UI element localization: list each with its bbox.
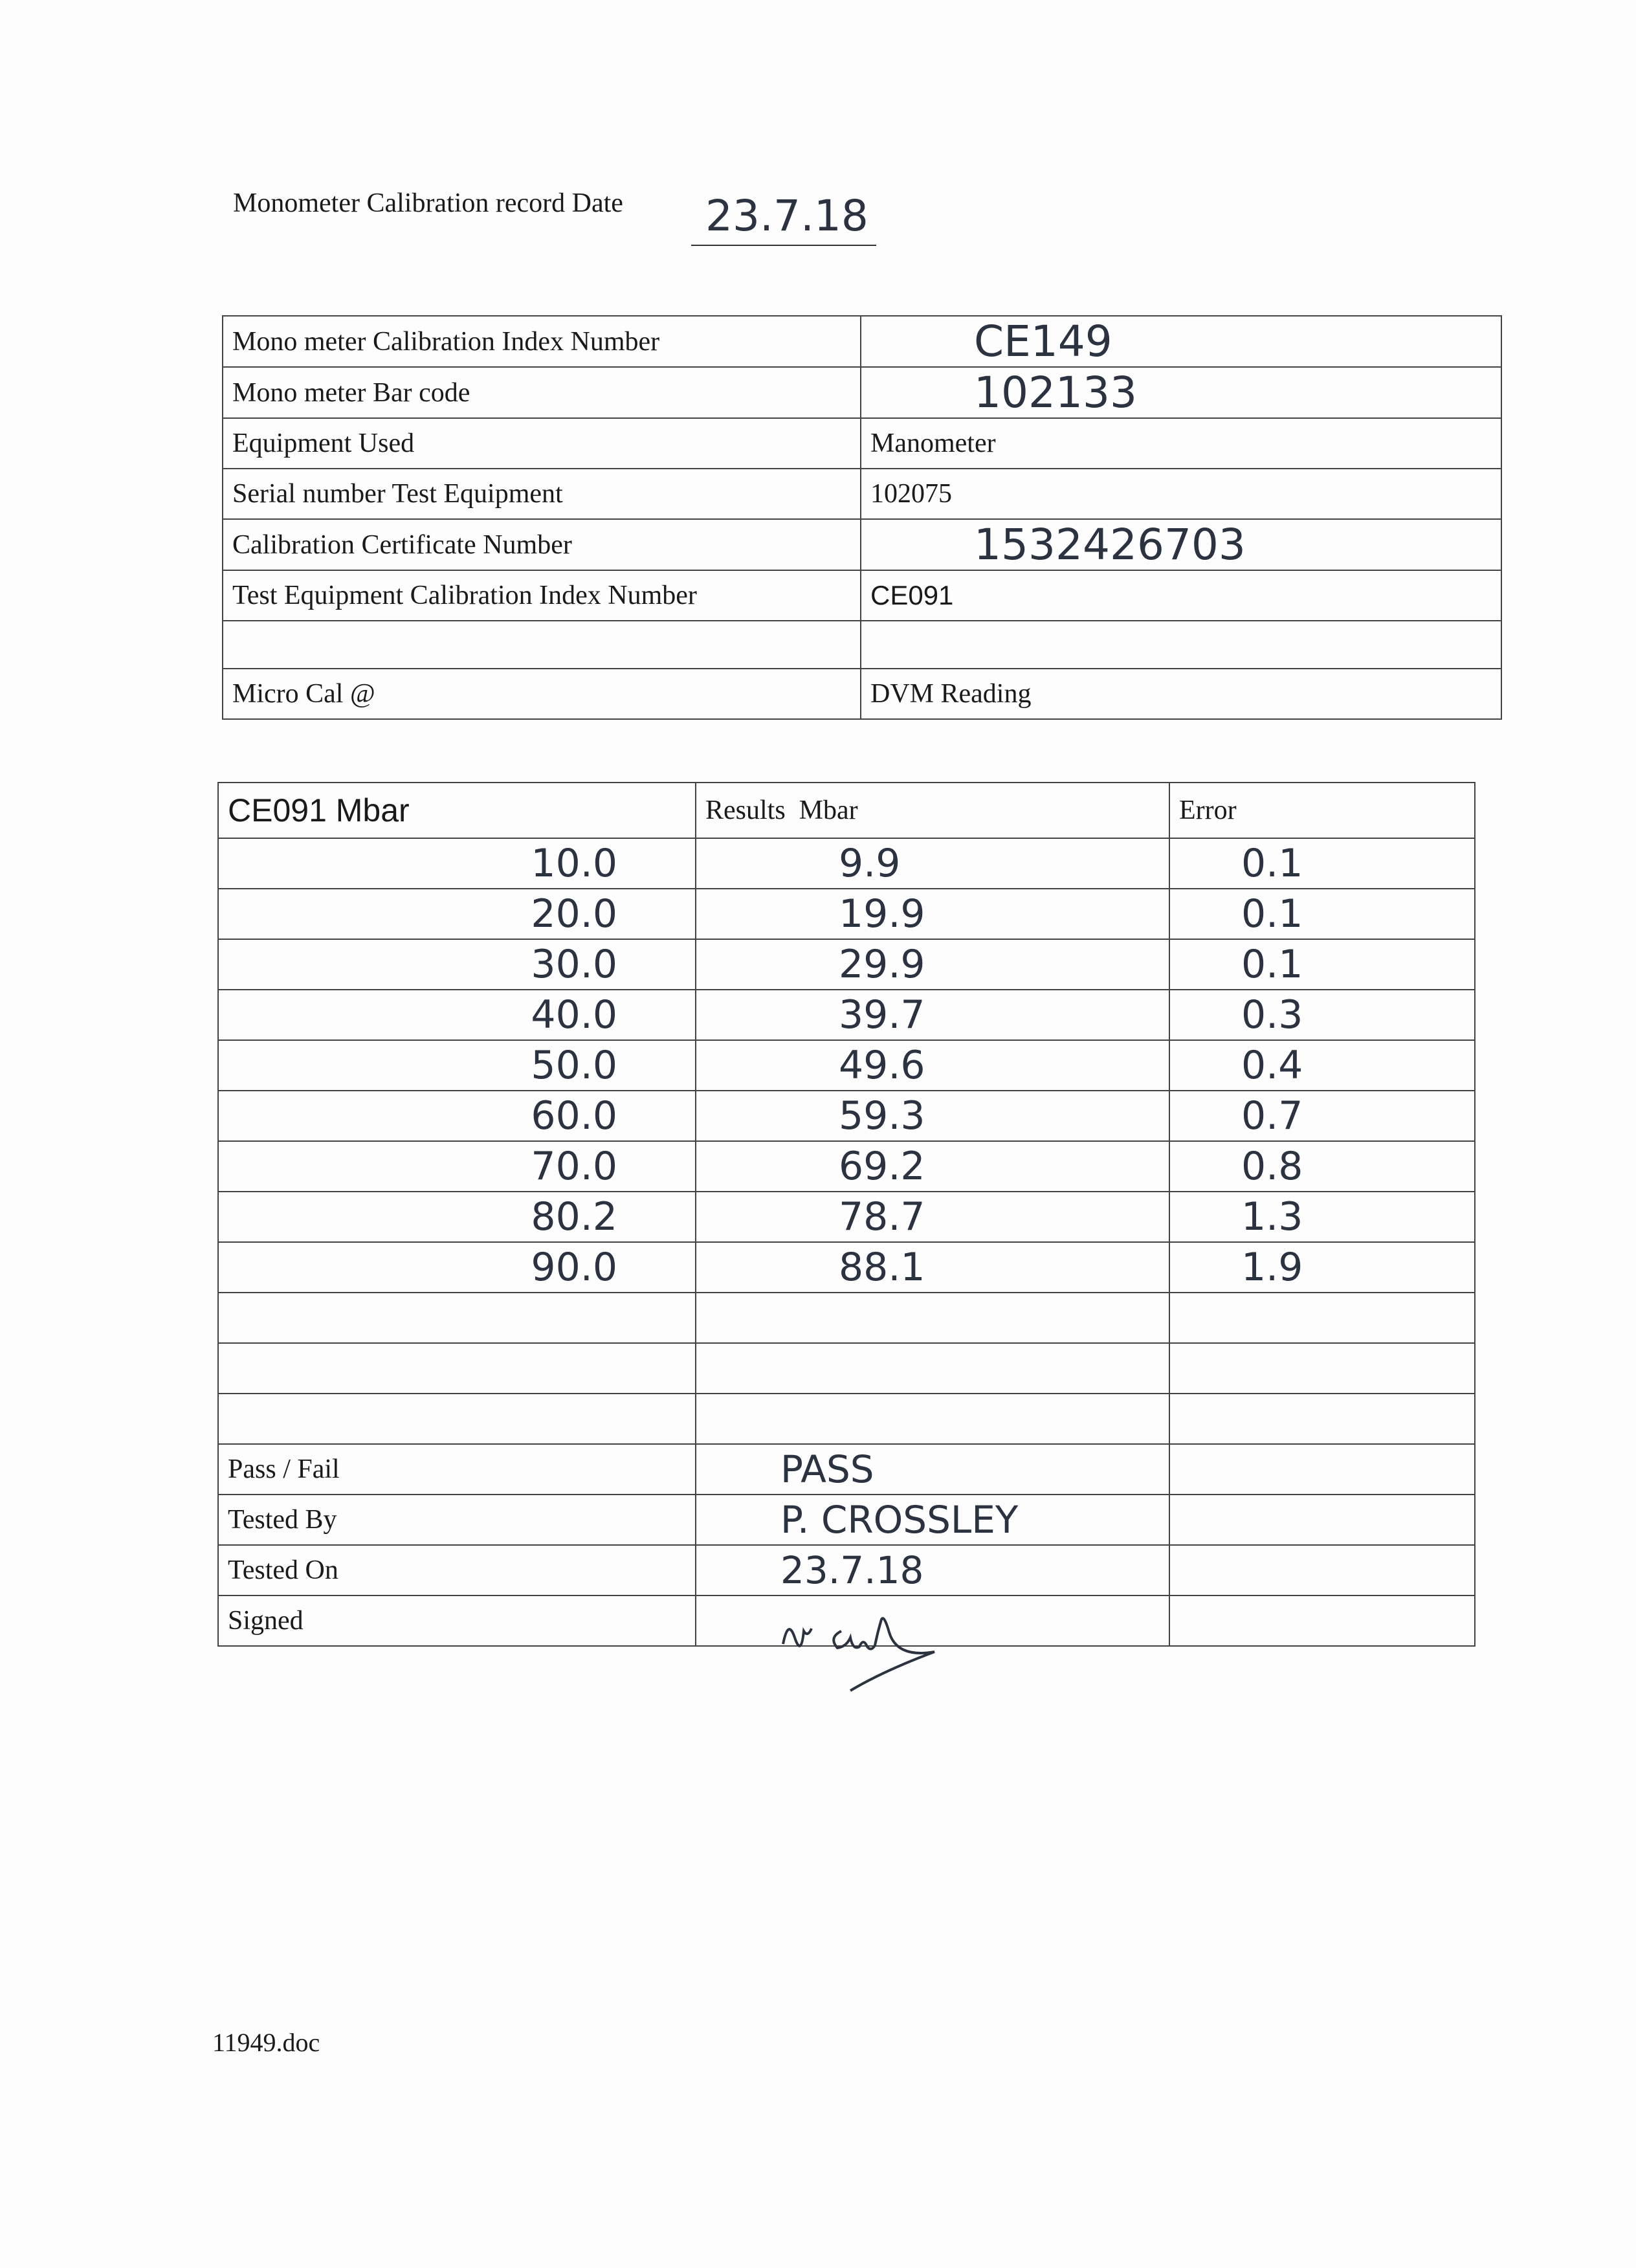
reference-value: 20.0 xyxy=(218,889,696,939)
pass-fail-row xyxy=(218,1444,1475,1495)
reference-value: 90.0 xyxy=(218,1242,696,1293)
reference-value: 10.0 xyxy=(218,838,696,889)
error-value: 0.7 xyxy=(1169,1091,1475,1141)
tested-by-row xyxy=(218,1495,1475,1545)
result-value: 19.9 xyxy=(696,889,1169,939)
info-value-handwritten: 1532426703 xyxy=(974,520,1246,570)
tested-on-blank xyxy=(1169,1545,1475,1595)
info-value xyxy=(861,367,1501,418)
reference-value xyxy=(218,1343,696,1394)
results-header-row xyxy=(218,783,1475,838)
result-value: 49.6 xyxy=(696,1040,1169,1091)
tested-on-label: Tested On xyxy=(218,1545,696,1595)
info-label: Serial number Test Equipment xyxy=(223,469,861,519)
reference-value: 70.0 xyxy=(218,1141,696,1192)
info-value: CE091 xyxy=(861,570,1501,621)
info-value-handwritten: 102133 xyxy=(974,368,1137,417)
tested-on-row xyxy=(218,1545,1475,1595)
reference-value xyxy=(218,1394,696,1444)
result-value: 39.7 xyxy=(696,990,1169,1040)
error-value: 1.3 xyxy=(1169,1192,1475,1242)
header-results-mbar: Results Mbar xyxy=(696,783,1169,838)
results-row xyxy=(218,1040,1475,1091)
results-row xyxy=(218,1293,1475,1343)
result-value xyxy=(696,1394,1169,1444)
pass-fail-label: Pass / Fail xyxy=(218,1444,696,1495)
error-value: 0.1 xyxy=(1169,889,1475,939)
info-label xyxy=(223,621,861,669)
result-value: 29.9 xyxy=(696,939,1169,990)
info-row xyxy=(223,367,1501,418)
results-row xyxy=(218,1141,1475,1192)
result-value: 78.7 xyxy=(696,1192,1169,1242)
error-value xyxy=(1169,1293,1475,1343)
info-value: 102075 xyxy=(861,469,1501,519)
results-row xyxy=(218,990,1475,1040)
info-label: Mono meter Bar code xyxy=(223,367,861,418)
results-row xyxy=(218,1394,1475,1444)
error-value: 0.3 xyxy=(1169,990,1475,1040)
info-row xyxy=(223,570,1501,621)
info-row xyxy=(223,316,1501,367)
header-error: Error xyxy=(1169,783,1475,838)
info-row xyxy=(223,621,1501,669)
calibration-results-table xyxy=(217,782,1476,1647)
equipment-info-table xyxy=(222,315,1502,720)
error-value: 0.8 xyxy=(1169,1141,1475,1192)
results-row xyxy=(218,939,1475,990)
signature-mark xyxy=(777,1599,1074,1715)
info-value xyxy=(861,519,1501,570)
error-value: 0.1 xyxy=(1169,939,1475,990)
result-value: 59.3 xyxy=(696,1091,1169,1141)
document-filename: 11949.doc xyxy=(212,2028,320,2057)
info-label: Equipment Used xyxy=(223,418,861,469)
date-underline xyxy=(691,245,876,246)
info-row xyxy=(223,469,1501,519)
reference-value: 60.0 xyxy=(218,1091,696,1141)
pass-fail-value: PASS xyxy=(696,1444,1169,1495)
error-value xyxy=(1169,1343,1475,1394)
tested-by-blank xyxy=(1169,1495,1475,1545)
results-row xyxy=(218,1242,1475,1293)
results-row xyxy=(218,838,1475,889)
header-ce091-mbar: CE091 Mbar xyxy=(218,783,696,838)
signed-blank xyxy=(1169,1595,1475,1646)
tested-on-value: 23.7.18 xyxy=(696,1545,1169,1595)
pass-fail-blank xyxy=(1169,1444,1475,1495)
info-value-handwritten: CE149 xyxy=(974,317,1112,366)
page-title: Monometer Calibration record Date xyxy=(233,188,623,218)
reference-value: 50.0 xyxy=(218,1040,696,1091)
error-value: 1.9 xyxy=(1169,1242,1475,1293)
signed-label: Signed xyxy=(218,1595,696,1646)
info-label: Mono meter Calibration Index Number xyxy=(223,316,861,367)
results-row xyxy=(218,1091,1475,1141)
info-label: Test Equipment Calibration Index Number xyxy=(223,570,861,621)
results-row xyxy=(218,1192,1475,1242)
info-value xyxy=(861,621,1501,669)
info-row xyxy=(223,669,1501,719)
reference-value xyxy=(218,1293,696,1343)
info-value: DVM Reading xyxy=(861,669,1501,719)
reference-value: 30.0 xyxy=(218,939,696,990)
reference-value: 40.0 xyxy=(218,990,696,1040)
result-value: 88.1 xyxy=(696,1242,1169,1293)
record-date: 23.7.18 xyxy=(705,191,868,241)
result-value: 69.2 xyxy=(696,1141,1169,1192)
info-label: Calibration Certificate Number xyxy=(223,519,861,570)
info-label: Micro Cal @ xyxy=(223,669,861,719)
error-value xyxy=(1169,1394,1475,1444)
results-row xyxy=(218,889,1475,939)
error-value: 0.4 xyxy=(1169,1040,1475,1091)
result-value: 9.9 xyxy=(696,838,1169,889)
result-value xyxy=(696,1343,1169,1394)
tested-by-label: Tested By xyxy=(218,1495,696,1545)
info-row xyxy=(223,418,1501,469)
info-value: Manometer xyxy=(861,418,1501,469)
tested-by-value: P. CROSSLEY xyxy=(696,1495,1169,1545)
error-value: 0.1 xyxy=(1169,838,1475,889)
reference-value: 80.2 xyxy=(218,1192,696,1242)
info-row xyxy=(223,519,1501,570)
results-row xyxy=(218,1343,1475,1394)
info-value xyxy=(861,316,1501,367)
result-value xyxy=(696,1293,1169,1343)
